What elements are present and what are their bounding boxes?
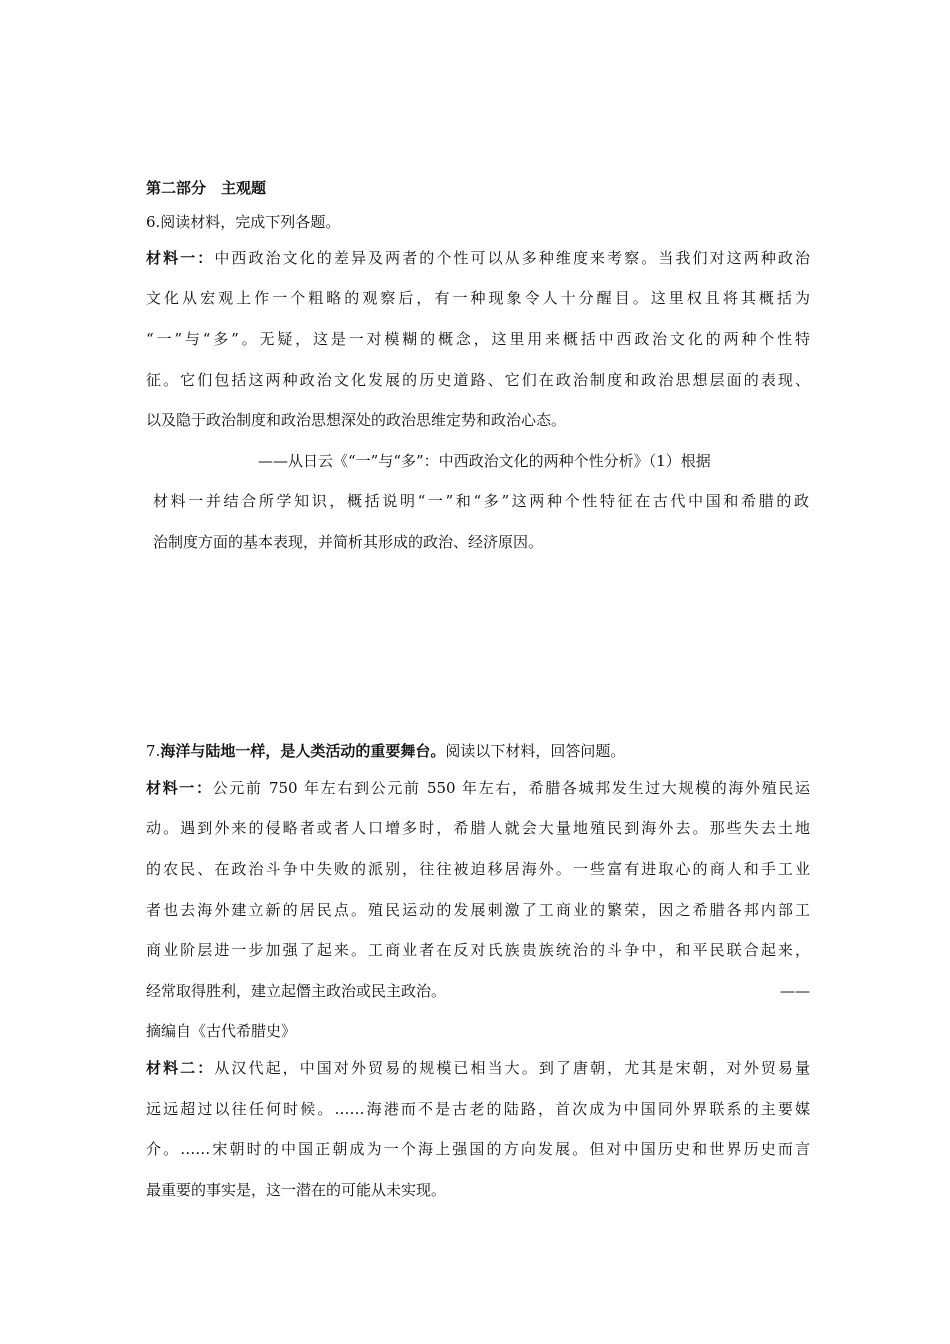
q7-material1-dash: —— xyxy=(780,982,810,1000)
q7-material1-line: 的农民、在政治斗争中失败的派别，往往被迫移居海外。一些富有进取心的商人和手工业 xyxy=(146,860,810,878)
q7-material2-line: 介。……宋朝时的中国正朝成为一个海上强国的方向发展。但对中国历史和世界历史而言 xyxy=(146,1140,810,1158)
q7-material1-line: 者也去海外建立新的居民点。殖民运动的发展刺激了工商业的繁荣，因之希腊各邦内部工 xyxy=(146,901,810,919)
section-title: 第二部分 主观题 xyxy=(146,179,267,197)
q6-question-line: 治制度方面的基本表现，并简析其形成的政治、经济原因。 xyxy=(153,533,544,551)
q7-material1-line: 经常取得胜利，建立起僭主政治或民主政治。 xyxy=(146,982,447,1000)
q7-material1-line: 材料一：公元前 750 年左右到公元前 550 年左右，希腊各城邦发生过大规模的海外殖民运 xyxy=(146,779,810,797)
q7-material2-label: 材料二： xyxy=(146,1059,215,1077)
q7-material1-source: 摘编自《古代希腊史》 xyxy=(146,1022,297,1040)
q6-intro: 6.阅读材料，完成下列各题。 xyxy=(146,213,341,231)
q7-material1-line: 动。遇到外来的侵略者或者人口增多时，希腊人就会大量地殖民到海外去。那些失去土地 xyxy=(146,819,810,837)
q7-material2-line: 远远超过以往任何时候。……海港而不是古老的陆路，首次成为中国同外界联系的主要媒 xyxy=(146,1100,810,1118)
q6-material1-line: 以及隐于政治制度和政治思想深处的政治思维定势和政治心态。 xyxy=(146,411,567,429)
q6-source-citation: ——从日云《“一”与“多”：中西政治文化的两种个性分析》（1）根据 xyxy=(258,452,711,470)
q7-material1-line: 商业阶层进一步加强了起来。工商业者在反对氏族贵族统治的斗争中，和平民联合起来， xyxy=(146,941,810,959)
q7-material2-line: 最重要的事实是，这一潜在的可能从未实现。 xyxy=(146,1181,447,1199)
q6-material1-label: 材料一： xyxy=(146,249,215,267)
q7-intro: 7.海洋与陆地一样，是人类活动的重要舞台。阅读以下材料，回答问题。 xyxy=(146,742,626,760)
q6-question-line: 材料一并结合所学知识，概括说明“一”和“多”这两种个性特征在古代中国和希腊的政 xyxy=(153,492,809,510)
q7-material2-line: 材料二：从汉代起，中国对外贸易的规模已相当大。到了唐朝，尤其是宋朝，对外贸易量 xyxy=(146,1059,810,1077)
q6-material1-line: 材料一：中西政治文化的差异及两者的个性可以从多种维度来考察。当我们对这两种政治 xyxy=(146,249,810,267)
q7-bold-intro: 海洋与陆地一样，是人类活动的重要舞台。 xyxy=(160,742,446,760)
q6-material1-line: “一”与“多”。无疑，这是一对模糊的概念，这里用来概括中西政治文化的两种个性特 xyxy=(146,330,810,348)
q6-material1-line: 文化从宏观上作一个粗略的观察后，有一种现象令人十分醒目。这里权且将其概括为 xyxy=(146,289,810,307)
q7-material1-label: 材料一： xyxy=(146,779,213,797)
q6-material1-line: 征。它们包括这两种政治文化发展的历史道路、它们在政治制度和政治思想层面的表现、 xyxy=(146,371,810,389)
